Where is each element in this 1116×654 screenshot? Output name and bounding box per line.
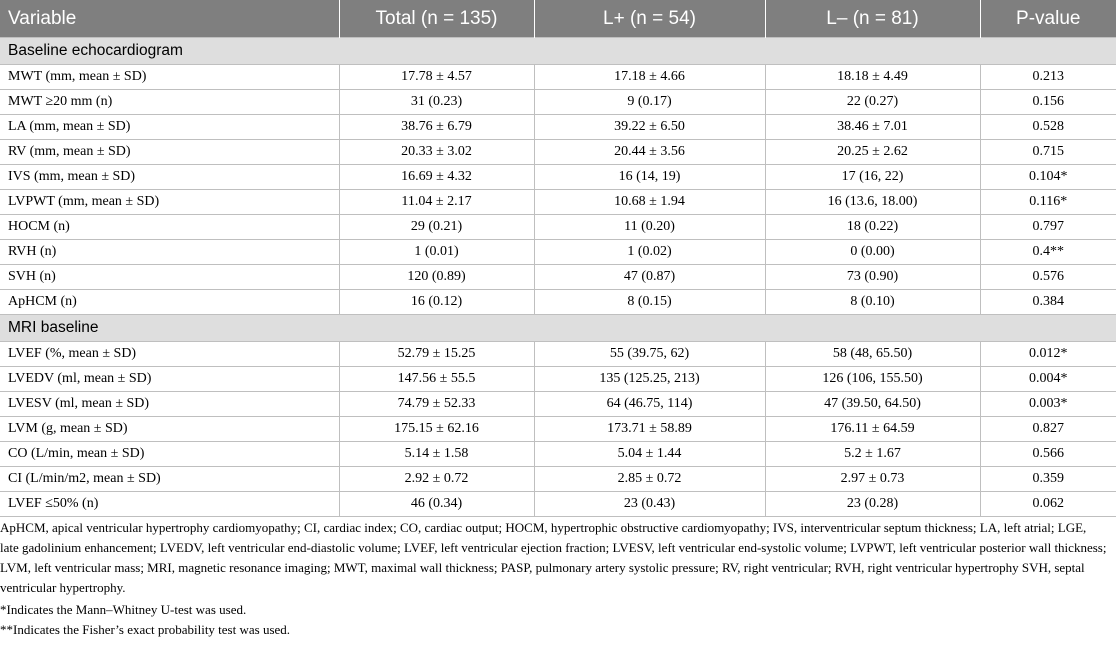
- cell-variable: LVM (g, mean ± SD): [0, 417, 339, 442]
- cell-lminus: 16 (13.6, 18.00): [765, 190, 980, 215]
- cell-lplus: 11 (0.20): [534, 215, 765, 240]
- cell-total: 147.56 ± 55.5: [339, 367, 534, 392]
- table-row: [0, 367, 1116, 392]
- cell-pvalue: 0.384: [980, 290, 1116, 315]
- cell-variable: LA (mm, mean ± SD): [0, 115, 339, 140]
- cell-pvalue: 0.004*: [980, 367, 1116, 392]
- cell-pvalue: 0.156: [980, 90, 1116, 115]
- cell-lplus: 9 (0.17): [534, 90, 765, 115]
- cell-pvalue: 0.062: [980, 492, 1116, 517]
- cell-total: 5.14 ± 1.58: [339, 442, 534, 467]
- cell-lplus: 17.18 ± 4.66: [534, 65, 765, 90]
- cell-total: 16.69 ± 4.32: [339, 165, 534, 190]
- header-pvalue: P-value: [980, 0, 1116, 38]
- cell-variable: ApHCM (n): [0, 290, 339, 315]
- cell-total: 46 (0.34): [339, 492, 534, 517]
- mann-whitney-note: *Indicates the Mann–Whitney U-test was used.: [0, 602, 247, 617]
- table-row: [0, 165, 1116, 190]
- table-row: [0, 290, 1116, 315]
- abbreviations-note: ApHCM, apical ventricular hypertrophy cardiomyopathy; CI, cardiac index; CO, cardiac output; HOCM, hypertrophic obstructive cardiomyopathy; IVS, interventricular septum thickness; LA, left atrial; LGE, late gadolinium enhancement; LVEDV, left ventricular end-diastolic volume; LVEF, left ventricular ejection fraction; LVESV, left ventricular end-systolic volume; LVPWT, left ventricular posterior wall thickness; LVM, left ventricular mass; MRI, magnetic resonance imaging; MWT, maximal wall thickness; PASP, pulmonary artery systolic pressure; RV, right ventricular; RVH, right ventricular hypertrophy SVH, septal ventricular hypertrophy.: [0, 520, 1107, 595]
- cell-lminus: 73 (0.90): [765, 265, 980, 290]
- header-variable: Variable: [0, 0, 339, 38]
- cell-lminus: 2.97 ± 0.73: [765, 467, 980, 492]
- cell-lminus: 5.2 ± 1.67: [765, 442, 980, 467]
- cell-lminus: 38.46 ± 7.01: [765, 115, 980, 140]
- cell-lminus: 0 (0.00): [765, 240, 980, 265]
- cell-total: 16 (0.12): [339, 290, 534, 315]
- cell-lplus: 16 (14, 19): [534, 165, 765, 190]
- cell-lplus: 8 (0.15): [534, 290, 765, 315]
- cell-variable: LVPWT (mm, mean ± SD): [0, 190, 339, 215]
- section-title: Baseline echocardiogram: [0, 38, 1116, 65]
- cell-total: 31 (0.23): [339, 90, 534, 115]
- fisher-note: **Indicates the Fisher’s exact probability test was used.: [0, 622, 291, 637]
- cell-total: 17.78 ± 4.57: [339, 65, 534, 90]
- cell-lplus: 64 (46.75, 114): [534, 392, 765, 417]
- cell-lplus: 2.85 ± 0.72: [534, 467, 765, 492]
- cell-total: 1 (0.01): [339, 240, 534, 265]
- table-row: [0, 215, 1116, 240]
- cell-total: 29 (0.21): [339, 215, 534, 240]
- cell-lplus: 47 (0.87): [534, 265, 765, 290]
- cell-pvalue: 0.116*: [980, 190, 1116, 215]
- cell-pvalue: 0.528: [980, 115, 1116, 140]
- cell-variable: LVESV (ml, mean ± SD): [0, 392, 339, 417]
- cell-pvalue: 0.797: [980, 215, 1116, 240]
- table-row: [0, 467, 1116, 492]
- cell-lplus: 1 (0.02): [534, 240, 765, 265]
- cell-lminus: 58 (48, 65.50): [765, 342, 980, 367]
- cell-pvalue: 0.012*: [980, 342, 1116, 367]
- cell-pvalue: 0.104*: [980, 165, 1116, 190]
- table-header: [0, 0, 1116, 38]
- cell-total: 175.15 ± 62.16: [339, 417, 534, 442]
- cell-lminus: 47 (39.50, 64.50): [765, 392, 980, 417]
- cell-variable: SVH (n): [0, 265, 339, 290]
- cell-variable: CI (L/min/m2, mean ± SD): [0, 467, 339, 492]
- cell-lminus: 18.18 ± 4.49: [765, 65, 980, 90]
- cell-total: 11.04 ± 2.17: [339, 190, 534, 215]
- cell-lplus: 10.68 ± 1.94: [534, 190, 765, 215]
- cell-lminus: 18 (0.22): [765, 215, 980, 240]
- cell-lplus: 173.71 ± 58.89: [534, 417, 765, 442]
- cell-lminus: 17 (16, 22): [765, 165, 980, 190]
- table-row: [0, 392, 1116, 417]
- cell-lminus: 20.25 ± 2.62: [765, 140, 980, 165]
- header-total: Total (n = 135): [339, 0, 534, 38]
- table-row: [0, 417, 1116, 442]
- table-row: [0, 65, 1116, 90]
- cell-pvalue: 0.827: [980, 417, 1116, 442]
- cell-total: 74.79 ± 52.33: [339, 392, 534, 417]
- table-row: [0, 265, 1116, 290]
- footnotes: [0, 518, 1108, 640]
- cell-lminus: 8 (0.10): [765, 290, 980, 315]
- cell-lminus: 23 (0.28): [765, 492, 980, 517]
- cell-variable: LVEF (%, mean ± SD): [0, 342, 339, 367]
- cell-pvalue: 0.4**: [980, 240, 1116, 265]
- cell-lplus: 20.44 ± 3.56: [534, 140, 765, 165]
- section-row: [0, 38, 1116, 65]
- cell-pvalue: 0.359: [980, 467, 1116, 492]
- cell-lminus: 22 (0.27): [765, 90, 980, 115]
- table-row: [0, 190, 1116, 215]
- table-row: [0, 240, 1116, 265]
- cell-variable: HOCM (n): [0, 215, 339, 240]
- cell-lplus: 55 (39.75, 62): [534, 342, 765, 367]
- cell-pvalue: 0.715: [980, 140, 1116, 165]
- cell-pvalue: 0.576: [980, 265, 1116, 290]
- table-row: [0, 90, 1116, 115]
- table-body: [0, 38, 1116, 517]
- cell-variable: RVH (n): [0, 240, 339, 265]
- cell-variable: LVEF ≤50% (n): [0, 492, 339, 517]
- cell-lplus: 39.22 ± 6.50: [534, 115, 765, 140]
- cell-variable: IVS (mm, mean ± SD): [0, 165, 339, 190]
- table-row: [0, 140, 1116, 165]
- cell-lplus: 5.04 ± 1.44: [534, 442, 765, 467]
- cell-variable: MWT (mm, mean ± SD): [0, 65, 339, 90]
- cell-total: 120 (0.89): [339, 265, 534, 290]
- header-lminus: L– (n = 81): [765, 0, 980, 38]
- cell-total: 52.79 ± 15.25: [339, 342, 534, 367]
- cell-lminus: 176.11 ± 64.59: [765, 417, 980, 442]
- section-title: MRI baseline: [0, 315, 1116, 342]
- cell-variable: LVEDV (ml, mean ± SD): [0, 367, 339, 392]
- cell-variable: RV (mm, mean ± SD): [0, 140, 339, 165]
- table-row: [0, 115, 1116, 140]
- cell-lplus: 23 (0.43): [534, 492, 765, 517]
- table-row: [0, 442, 1116, 467]
- table-row: [0, 342, 1116, 367]
- cell-pvalue: 0.003*: [980, 392, 1116, 417]
- table-row: [0, 492, 1116, 517]
- header-row: [0, 0, 1116, 38]
- cell-lminus: 126 (106, 155.50): [765, 367, 980, 392]
- header-lplus: L+ (n = 54): [534, 0, 765, 38]
- cell-variable: MWT ≥20 mm (n): [0, 90, 339, 115]
- cell-total: 20.33 ± 3.02: [339, 140, 534, 165]
- section-row: [0, 315, 1116, 342]
- cell-total: 38.76 ± 6.79: [339, 115, 534, 140]
- cell-lplus: 135 (125.25, 213): [534, 367, 765, 392]
- cell-variable: CO (L/min, mean ± SD): [0, 442, 339, 467]
- cell-total: 2.92 ± 0.72: [339, 467, 534, 492]
- cell-pvalue: 0.213: [980, 65, 1116, 90]
- cell-pvalue: 0.566: [980, 442, 1116, 467]
